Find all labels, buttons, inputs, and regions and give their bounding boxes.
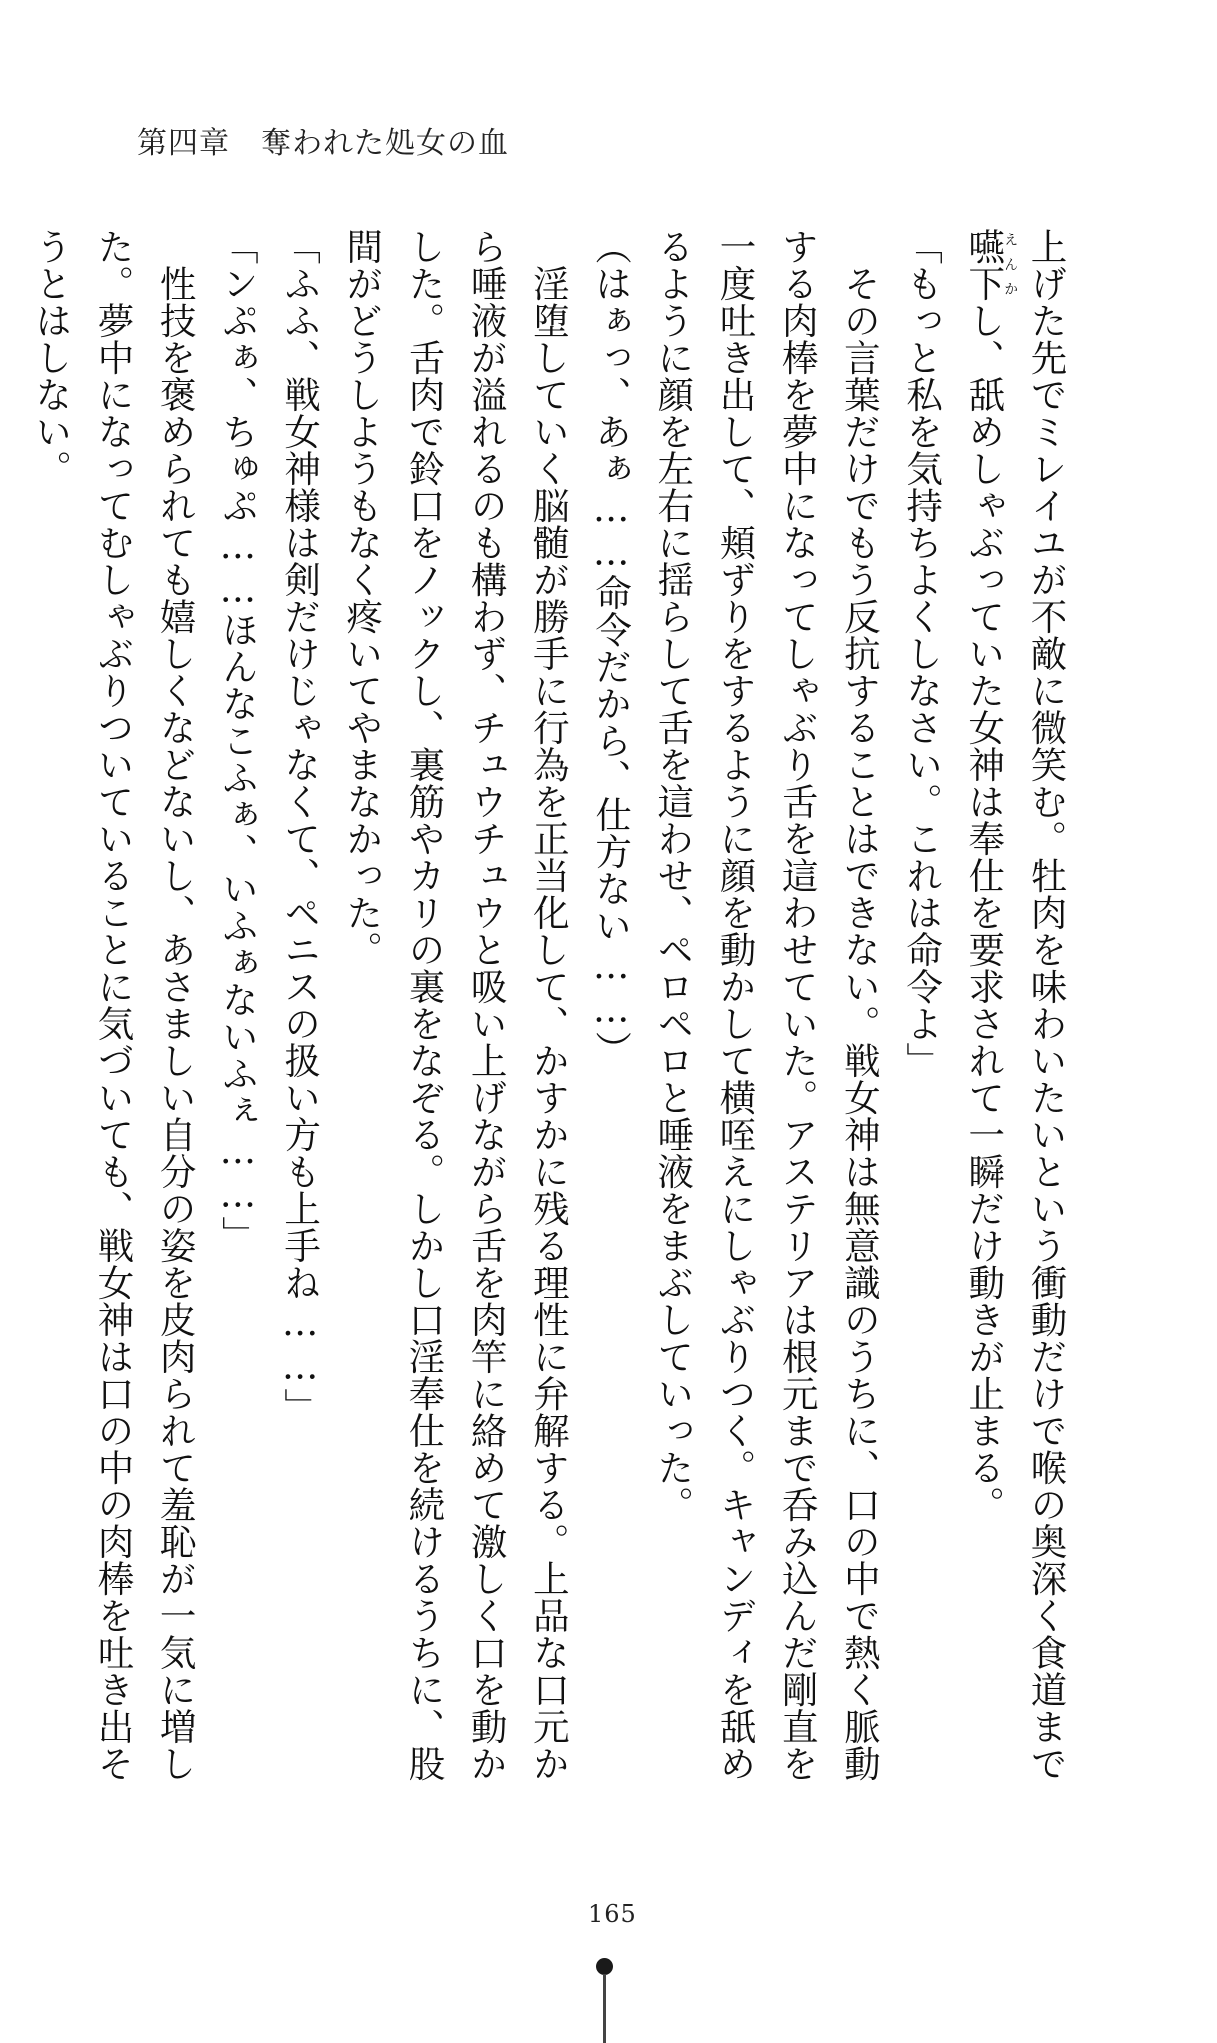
dialogue-line: 「もっと私を気持ちよくしなさい。これは命令よ」: [900, 228, 944, 1079]
dialogue-line: 「ンぷぁ、ちゅぷ……ほんなこふぁ、いふぁないふぇ……」: [216, 228, 260, 1253]
paragraph-text: し、舐めしゃぶっていた女神は奉仕を要求されて一瞬だけ動きが止まる。: [962, 302, 1006, 1523]
paragraph-text: 上げた先でミレイユが不敵に微笑む。牡肉を味わいたいという衝動だけで喉の奥深く食道まで: [1025, 228, 1068, 1782]
paragraph: 性技を褒められても嬉しくなどないし、あさましい自分の姿を皮肉られて羞恥が一気に増した。夢中になってむしゃぶりついていることに気づいても、戦女神は口の中の肉棒を吐き出そうとはしない。: [29, 228, 198, 1782]
page-number: 165: [588, 1900, 637, 1928]
paragraph: その言葉だけでもう反抗することはできない。戦女神は無意識のうちに、口の中で熱く脈動する肉棒を夢中になってしゃぶり舌を這わせていた。アステリアは根元まで呑み込んだ剛直を一度吐き出して、頬ずりをするように顔を動かして横咥えにしゃぶりつく。キャンディを舐めるように顔を左右に揺らして舌を這わせ、ペロペロと唾液をまぶしていった。: [651, 228, 882, 1782]
body-text: [20, 228, 1077, 1788]
thought-line: （はぁっ、あぁ……命令だから、仕方ない……）: [589, 228, 633, 1068]
dialogue-line: 「ふふ、戦女神様は剣だけじゃなくて、ペニスの扱い方も上手ね……」: [278, 228, 322, 1425]
page-marker-line: [603, 1974, 606, 2043]
chapter-header: 第四章 奪われた処女の血: [137, 126, 509, 161]
page-marker-dot: [596, 1958, 613, 1975]
paragraph: [953, 228, 1077, 1788]
ruby-annotation: [962, 228, 1019, 302]
paragraph: 淫堕していく脳髄が勝手に行為を正当化して、かすかに残る理性に弁解する。上品な口元から唾液が溢れるのも構わず、チュウチュウと吸い上げながら舌を肉竿に絡めて激しく口を動かした。舌肉で鈴口をノックし、裏筋やカリの裏をなぞる。しかし口淫奉仕を続けるうちに、股間がどうしようもなく疼いてやまなかった。: [340, 228, 571, 1782]
ruby-reading: えんか: [1002, 228, 1019, 302]
ruby-base: 嚥下: [962, 228, 1006, 302]
